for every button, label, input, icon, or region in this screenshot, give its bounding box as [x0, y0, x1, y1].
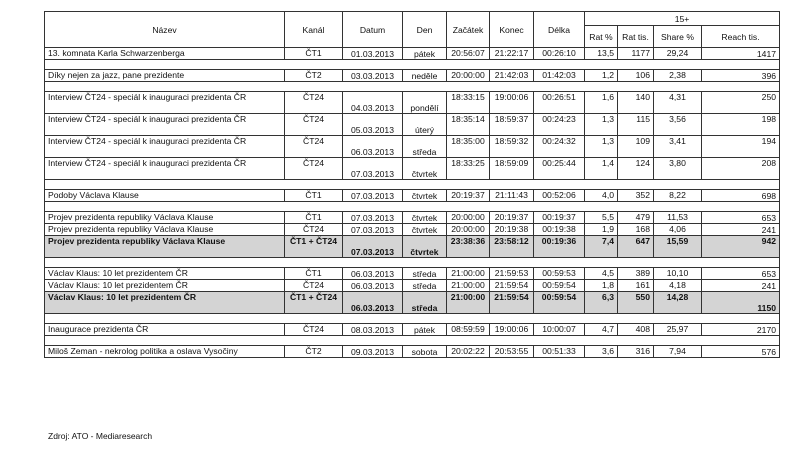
- cell-reach: 653: [702, 268, 780, 280]
- cell-delka: 00:59:54: [534, 292, 585, 314]
- spacer-row: [45, 202, 780, 212]
- cell-delka: 00:59:54: [534, 280, 585, 292]
- cell-nazev: Inaugurace prezidenta ČR: [45, 324, 285, 336]
- cell-rat-tis: 106: [618, 70, 654, 82]
- cell-konec: 19:00:06: [490, 324, 534, 336]
- cell-zacatek: 20:00:00: [447, 70, 490, 82]
- cell-datum: 07.03.2013: [343, 236, 403, 258]
- header-datum: Datum: [343, 12, 403, 48]
- cell-den: úterý: [403, 114, 447, 136]
- cell-kanal: ČT24: [285, 158, 343, 180]
- spacer-cell: [45, 314, 780, 324]
- table-row: [45, 280, 780, 292]
- cell-reach: 653: [702, 212, 780, 224]
- cell-rat-pct: 1,8: [585, 280, 618, 292]
- cell-datum: 07.03.2013: [343, 190, 403, 202]
- header-group-15plus: 15+: [585, 12, 780, 26]
- cell-kanal: ČT2: [285, 346, 343, 358]
- table-row: [45, 158, 780, 180]
- cell-share: 8,22: [654, 190, 702, 202]
- cell-datum: 06.03.2013: [343, 268, 403, 280]
- cell-rat-pct: 5,5: [585, 212, 618, 224]
- cell-den: pátek: [403, 48, 447, 60]
- cell-kanal: ČT1 + ČT24: [285, 236, 343, 258]
- spacer-row: [45, 336, 780, 346]
- cell-kanal: ČT24: [285, 324, 343, 336]
- cell-share: 4,31: [654, 92, 702, 114]
- cell-konec: 20:19:38: [490, 224, 534, 236]
- cell-reach: 698: [702, 190, 780, 202]
- cell-kanal: ČT24: [285, 280, 343, 292]
- spacer-cell: [45, 82, 780, 92]
- cell-share: 15,59: [654, 236, 702, 258]
- cell-zacatek: 20:00:00: [447, 224, 490, 236]
- cell-reach: 942: [702, 236, 780, 258]
- cell-rat-pct: 7,4: [585, 236, 618, 258]
- cell-delka: 10:00:07: [534, 324, 585, 336]
- cell-datum: 07.03.2013: [343, 212, 403, 224]
- cell-reach: 576: [702, 346, 780, 358]
- cell-konec: 20:53:55: [490, 346, 534, 358]
- cell-share: 7,94: [654, 346, 702, 358]
- cell-zacatek: 21:00:00: [447, 280, 490, 292]
- cell-datum: 07.03.2013: [343, 224, 403, 236]
- header-share: Share %: [654, 26, 702, 48]
- cell-den: čtvrtek: [403, 224, 447, 236]
- cell-nazev: Interview ČT24 - speciál k inauguraci prezidenta ČR: [45, 92, 285, 114]
- cell-konec: 21:59:54: [490, 292, 534, 314]
- table-row: [45, 190, 780, 202]
- spacer-cell: [45, 336, 780, 346]
- header-reach: Reach tis.: [702, 26, 780, 48]
- table-row: [45, 70, 780, 82]
- cell-rat-tis: 115: [618, 114, 654, 136]
- cell-zacatek: 08:59:59: [447, 324, 490, 336]
- cell-share: 3,80: [654, 158, 702, 180]
- spacer-row: [45, 82, 780, 92]
- cell-konec: 18:59:09: [490, 158, 534, 180]
- cell-share: 3,41: [654, 136, 702, 158]
- cell-zacatek: 21:00:00: [447, 292, 490, 314]
- cell-zacatek: 18:35:00: [447, 136, 490, 158]
- spacer-row: [45, 258, 780, 268]
- cell-zacatek: 18:33:25: [447, 158, 490, 180]
- cell-kanal: ČT1: [285, 190, 343, 202]
- cell-konec: 21:59:53: [490, 268, 534, 280]
- cell-datum: 05.03.2013: [343, 114, 403, 136]
- cell-rat-pct: 1,9: [585, 224, 618, 236]
- cell-rat-pct: 1,2: [585, 70, 618, 82]
- cell-share: 29,24: [654, 48, 702, 60]
- cell-share: 25,97: [654, 324, 702, 336]
- cell-nazev: Václav Klaus: 10 let prezidentem ČR: [45, 280, 285, 292]
- cell-delka: 00:19:38: [534, 224, 585, 236]
- cell-share: 11,53: [654, 212, 702, 224]
- cell-rat-tis: 140: [618, 92, 654, 114]
- spacer-row: [45, 314, 780, 324]
- table-row: [45, 236, 780, 258]
- spacer-cell: [45, 60, 780, 70]
- cell-zacatek: 20:00:00: [447, 212, 490, 224]
- cell-rat-pct: 1,6: [585, 92, 618, 114]
- cell-rat-tis: 408: [618, 324, 654, 336]
- cell-delka: 00:52:06: [534, 190, 585, 202]
- ratings-table: [44, 11, 780, 358]
- cell-den: neděle: [403, 70, 447, 82]
- cell-den: čtvrtek: [403, 158, 447, 180]
- cell-zacatek: 20:02:22: [447, 346, 490, 358]
- cell-delka: 00:51:33: [534, 346, 585, 358]
- cell-kanal: ČT1: [285, 268, 343, 280]
- table-row: [45, 212, 780, 224]
- cell-rat-tis: 647: [618, 236, 654, 258]
- cell-delka: 00:24:23: [534, 114, 585, 136]
- cell-den: středa: [403, 268, 447, 280]
- cell-kanal: ČT2: [285, 70, 343, 82]
- table-row: [45, 292, 780, 314]
- cell-zacatek: 18:33:15: [447, 92, 490, 114]
- cell-nazev: Václav Klaus: 10 let prezidentem ČR: [45, 268, 285, 280]
- cell-datum: 08.03.2013: [343, 324, 403, 336]
- header-rat-pct: Rat %: [585, 26, 618, 48]
- cell-nazev: Interview ČT24 - speciál k inauguraci prezidenta ČR: [45, 114, 285, 136]
- cell-rat-tis: 550: [618, 292, 654, 314]
- spacer-row: [45, 60, 780, 70]
- table-row: [45, 48, 780, 60]
- header-delka: Délka: [534, 12, 585, 48]
- cell-delka: 00:26:51: [534, 92, 585, 114]
- cell-share: 3,56: [654, 114, 702, 136]
- cell-share: 14,28: [654, 292, 702, 314]
- cell-rat-pct: 4,0: [585, 190, 618, 202]
- cell-den: pondělí: [403, 92, 447, 114]
- cell-den: středa: [403, 280, 447, 292]
- cell-kanal: ČT1 + ČT24: [285, 292, 343, 314]
- cell-datum: 03.03.2013: [343, 70, 403, 82]
- cell-nazev: Projev prezidenta republiky Václava Klause: [45, 212, 285, 224]
- cell-reach: 241: [702, 224, 780, 236]
- cell-konec: 20:19:37: [490, 212, 534, 224]
- cell-rat-tis: 161: [618, 280, 654, 292]
- cell-nazev: Václav Klaus: 10 let prezidentem ČR: [45, 292, 285, 314]
- cell-reach: 198: [702, 114, 780, 136]
- cell-rat-pct: 13,5: [585, 48, 618, 60]
- cell-den: čtvrtek: [403, 236, 447, 258]
- cell-rat-pct: 4,5: [585, 268, 618, 280]
- cell-konec: 21:59:54: [490, 280, 534, 292]
- cell-datum: 09.03.2013: [343, 346, 403, 358]
- spacer-cell: [45, 180, 780, 190]
- header-zacatek: Začátek: [447, 12, 490, 48]
- cell-rat-pct: 4,7: [585, 324, 618, 336]
- cell-delka: 00:26:10: [534, 48, 585, 60]
- cell-reach: 194: [702, 136, 780, 158]
- cell-nazev: 13. komnata Karla Schwarzenberga: [45, 48, 285, 60]
- cell-rat-tis: 168: [618, 224, 654, 236]
- cell-kanal: ČT24: [285, 224, 343, 236]
- cell-share: 4,18: [654, 280, 702, 292]
- header-rat-tis: Rat tis.: [618, 26, 654, 48]
- cell-datum: 06.03.2013: [343, 136, 403, 158]
- cell-zacatek: 20:19:37: [447, 190, 490, 202]
- cell-nazev: Projev prezidenta republiky Václava Klause: [45, 236, 285, 258]
- cell-den: sobota: [403, 346, 447, 358]
- cell-share: 4,06: [654, 224, 702, 236]
- cell-delka: 00:19:36: [534, 236, 585, 258]
- cell-nazev: Interview ČT24 - speciál k inauguraci prezidenta ČR: [45, 158, 285, 180]
- table-row: [45, 92, 780, 114]
- cell-den: pátek: [403, 324, 447, 336]
- cell-reach: 250: [702, 92, 780, 114]
- header-den: Den: [403, 12, 447, 48]
- cell-reach: 1150: [702, 292, 780, 314]
- cell-konec: 19:00:06: [490, 92, 534, 114]
- cell-rat-pct: 3,6: [585, 346, 618, 358]
- cell-zacatek: 20:56:07: [447, 48, 490, 60]
- cell-konec: 21:42:03: [490, 70, 534, 82]
- spacer-cell: [45, 258, 780, 268]
- cell-datum: 06.03.2013: [343, 280, 403, 292]
- cell-nazev: Díky nejen za jazz, pane prezidente: [45, 70, 285, 82]
- spacer-cell: [45, 202, 780, 212]
- cell-konec: 21:22:17: [490, 48, 534, 60]
- cell-datum: 04.03.2013: [343, 92, 403, 114]
- cell-den: čtvrtek: [403, 212, 447, 224]
- cell-delka: 00:19:37: [534, 212, 585, 224]
- cell-rat-pct: 1,3: [585, 136, 618, 158]
- spacer-row: [45, 180, 780, 190]
- cell-rat-pct: 1,3: [585, 114, 618, 136]
- cell-delka: 00:25:44: [534, 158, 585, 180]
- cell-rat-tis: 479: [618, 212, 654, 224]
- cell-reach: 2170: [702, 324, 780, 336]
- cell-rat-tis: 316: [618, 346, 654, 358]
- cell-den: čtvrtek: [403, 190, 447, 202]
- cell-nazev: Miloš Zeman - nekrolog politika a oslava Vysočiny: [45, 346, 285, 358]
- cell-rat-pct: 1,4: [585, 158, 618, 180]
- table-row: [45, 268, 780, 280]
- cell-kanal: ČT24: [285, 136, 343, 158]
- cell-rat-tis: 124: [618, 158, 654, 180]
- cell-rat-tis: 1177: [618, 48, 654, 60]
- cell-rat-pct: 6,3: [585, 292, 618, 314]
- cell-zacatek: 23:38:36: [447, 236, 490, 258]
- cell-datum: 01.03.2013: [343, 48, 403, 60]
- table-row: [45, 346, 780, 358]
- cell-reach: 1417: [702, 48, 780, 60]
- cell-konec: 23:58:12: [490, 236, 534, 258]
- cell-konec: 18:59:37: [490, 114, 534, 136]
- cell-datum: 06.03.2013: [343, 292, 403, 314]
- table-row: [45, 324, 780, 336]
- cell-rat-tis: 389: [618, 268, 654, 280]
- cell-nazev: Interview ČT24 - speciál k inauguraci prezidenta ČR: [45, 136, 285, 158]
- table-row: [45, 224, 780, 236]
- cell-reach: 396: [702, 70, 780, 82]
- header-nazev: Název: [45, 12, 285, 48]
- cell-delka: 00:59:53: [534, 268, 585, 280]
- cell-delka: 01:42:03: [534, 70, 585, 82]
- cell-konec: 18:59:32: [490, 136, 534, 158]
- cell-share: 10,10: [654, 268, 702, 280]
- cell-reach: 208: [702, 158, 780, 180]
- cell-konec: 21:11:43: [490, 190, 534, 202]
- cell-share: 2,38: [654, 70, 702, 82]
- cell-datum: 07.03.2013: [343, 158, 403, 180]
- cell-kanal: ČT24: [285, 92, 343, 114]
- cell-den: středa: [403, 136, 447, 158]
- table-row: [45, 114, 780, 136]
- header-konec: Konec: [490, 12, 534, 48]
- cell-kanal: ČT1: [285, 212, 343, 224]
- cell-rat-tis: 109: [618, 136, 654, 158]
- cell-kanal: ČT24: [285, 114, 343, 136]
- source-note: Zdroj: ATO - Mediaresearch: [48, 431, 153, 441]
- cell-zacatek: 18:35:14: [447, 114, 490, 136]
- cell-nazev: Podoby Václava Klause: [45, 190, 285, 202]
- cell-delka: 00:24:32: [534, 136, 585, 158]
- cell-kanal: ČT1: [285, 48, 343, 60]
- header-kanal: Kanál: [285, 12, 343, 48]
- cell-zacatek: 21:00:00: [447, 268, 490, 280]
- cell-nazev: Projev prezidenta republiky Václava Klause: [45, 224, 285, 236]
- cell-den: středa: [403, 292, 447, 314]
- cell-rat-tis: 352: [618, 190, 654, 202]
- cell-reach: 241: [702, 280, 780, 292]
- table-row: [45, 136, 780, 158]
